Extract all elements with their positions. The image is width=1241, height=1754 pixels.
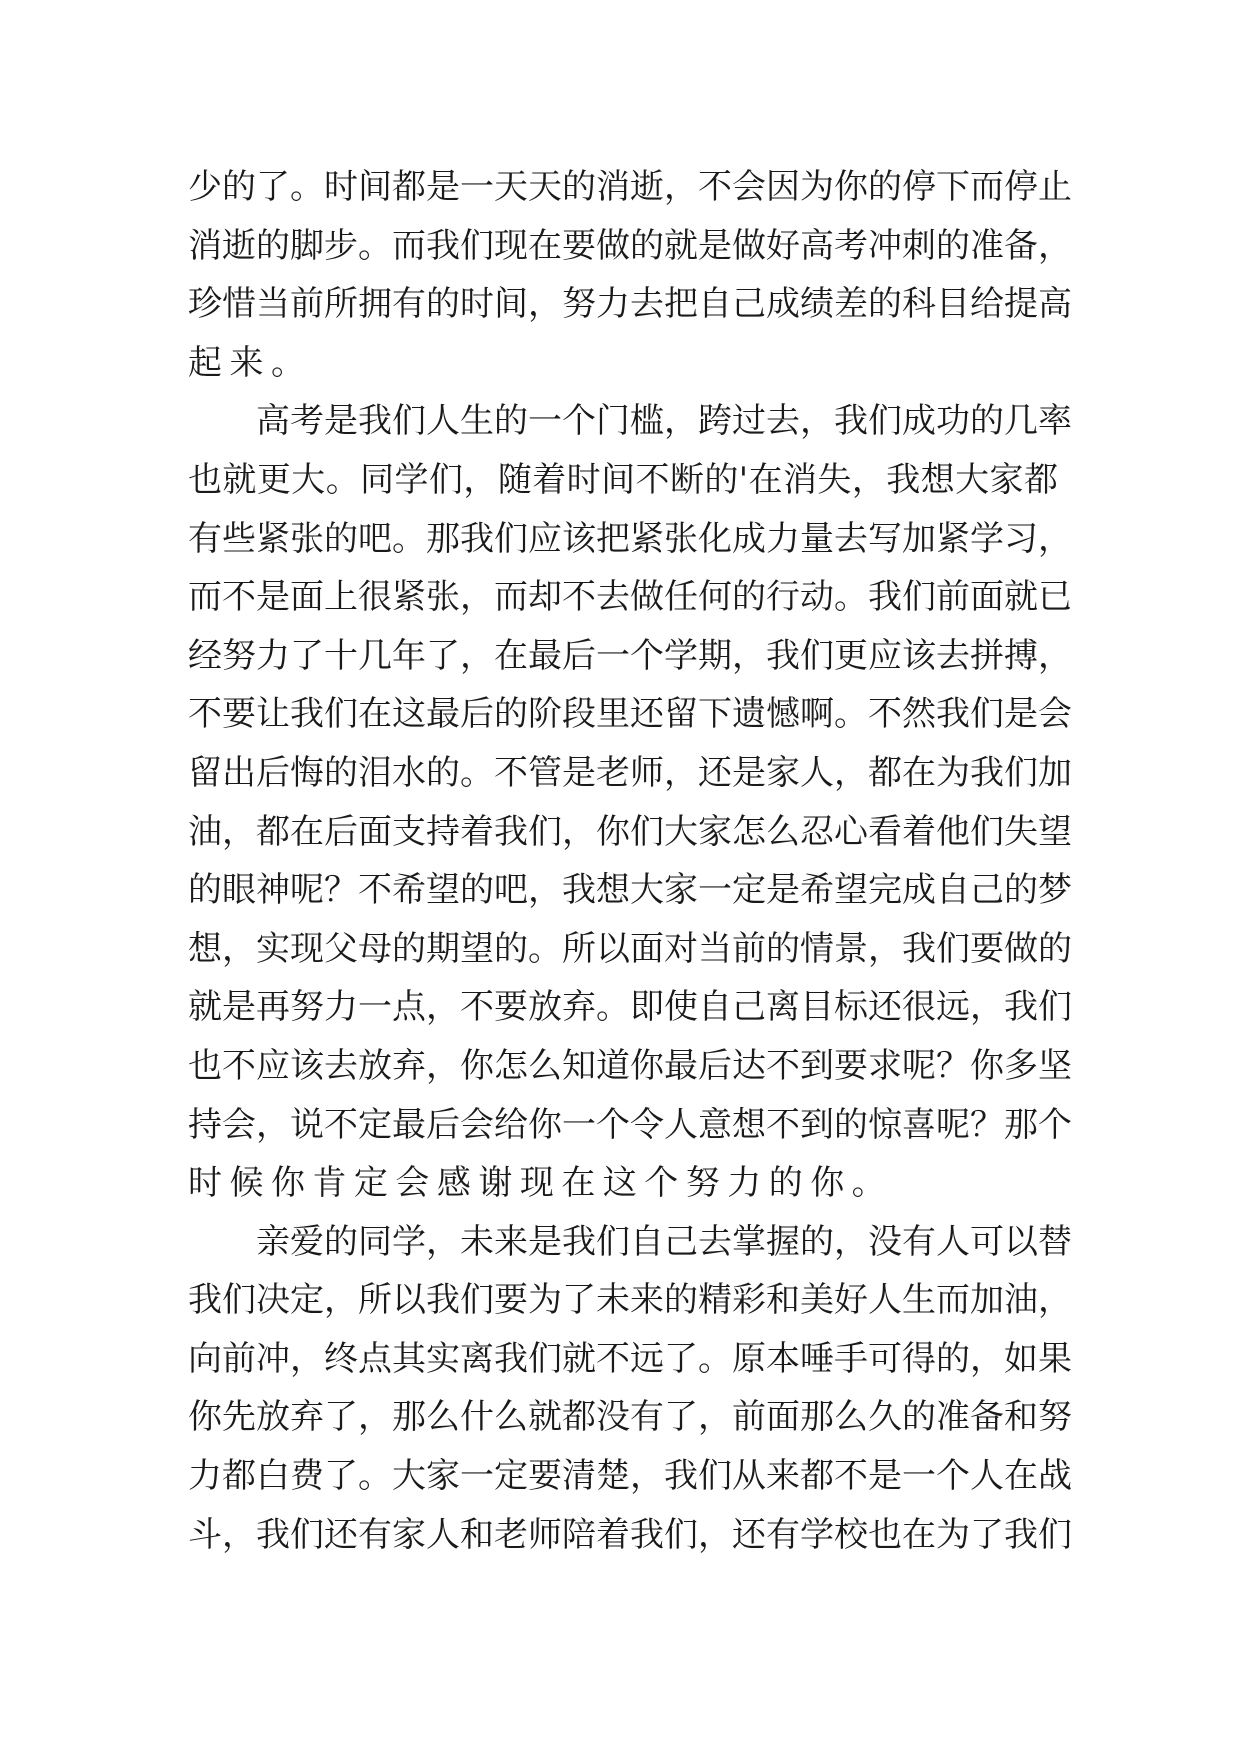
text-line: 消逝的脚步。而我们现在要做的就是做好高考冲刺的准备， xyxy=(188,225,1072,266)
text-line: 力都白费了。大家一定要清楚，我们从来都不是一个人在战 xyxy=(188,1456,1072,1497)
text-line: 我们决定，所以我们要为了未来的精彩和美好人生而加油， xyxy=(188,1280,1072,1321)
paragraph-1 xyxy=(188,158,1072,392)
text-line: 也不应该去放弃，你怎么知道你最后达不到要求呢？你多坚 xyxy=(188,1045,1072,1086)
text-line: 向前冲，终点其实离我们就不远了。原本唾手可得的，如果 xyxy=(188,1338,1072,1379)
text-line: 高考是我们人生的一个门槛，跨过去，我们成功的几率 xyxy=(256,401,1072,442)
text-line: 经努力了十几年了，在最后一个学期，我们更应该去拼搏， xyxy=(188,635,1072,676)
paragraph-2 xyxy=(188,392,1072,1212)
text-line: 也就更大。同学们，随着时间不断的'在消失，我想大家都 xyxy=(188,459,1058,500)
text-line: 亲爱的同学，未来是我们自己去掌握的，没有人可以替 xyxy=(256,1221,1072,1262)
text-line: 持会，说不定最后会给你一个令人意想不到的惊喜呢？那个 xyxy=(188,1104,1072,1145)
text-line: 的眼神呢？不希望的吧，我想大家一定是希望完成自己的梦 xyxy=(188,870,1072,911)
text-line: 而不是面上很紧张，而却不去做任何的行动。我们前面就已 xyxy=(188,577,1072,618)
text-line: 起来。 xyxy=(188,342,313,383)
text-line: 想，实现父母的期望的。所以面对当前的情景，我们要做的 xyxy=(188,928,1072,969)
text-line: 时候你肯定会感谢现在这个努力的你。 xyxy=(188,1163,894,1204)
text-line: 少的了。时间都是一天天的消逝，不会因为你的停下而停止 xyxy=(188,167,1072,207)
text-line: 留出后悔的泪水的。不管是老师，还是家人，都在为我们加 xyxy=(188,752,1072,793)
text-line: 就是再努力一点，不要放弃。即使自己离目标还很远，我们 xyxy=(188,987,1072,1028)
text-line: 有些紧张的吧。那我们应该把紧张化成力量去写加紧学习， xyxy=(188,518,1072,559)
paragraph-3 xyxy=(188,1213,1072,1565)
text-line: 油，都在后面支持着我们，你们大家怎么忍心看着他们失望 xyxy=(188,811,1072,852)
text-line: 你先放弃了，那么什么就都没有了，前面那么久的准备和努 xyxy=(188,1397,1072,1438)
text-line: 珍惜当前所拥有的时间，努力去把自己成绩差的科目给提高 xyxy=(188,284,1072,325)
text-line: 斗，我们还有家人和老师陪着我们，还有学校也在为了我们 xyxy=(188,1514,1072,1555)
body-text xyxy=(188,158,1072,1564)
text-line: 不要让我们在这最后的阶段里还留下遗憾啊。不然我们是会 xyxy=(188,694,1072,735)
